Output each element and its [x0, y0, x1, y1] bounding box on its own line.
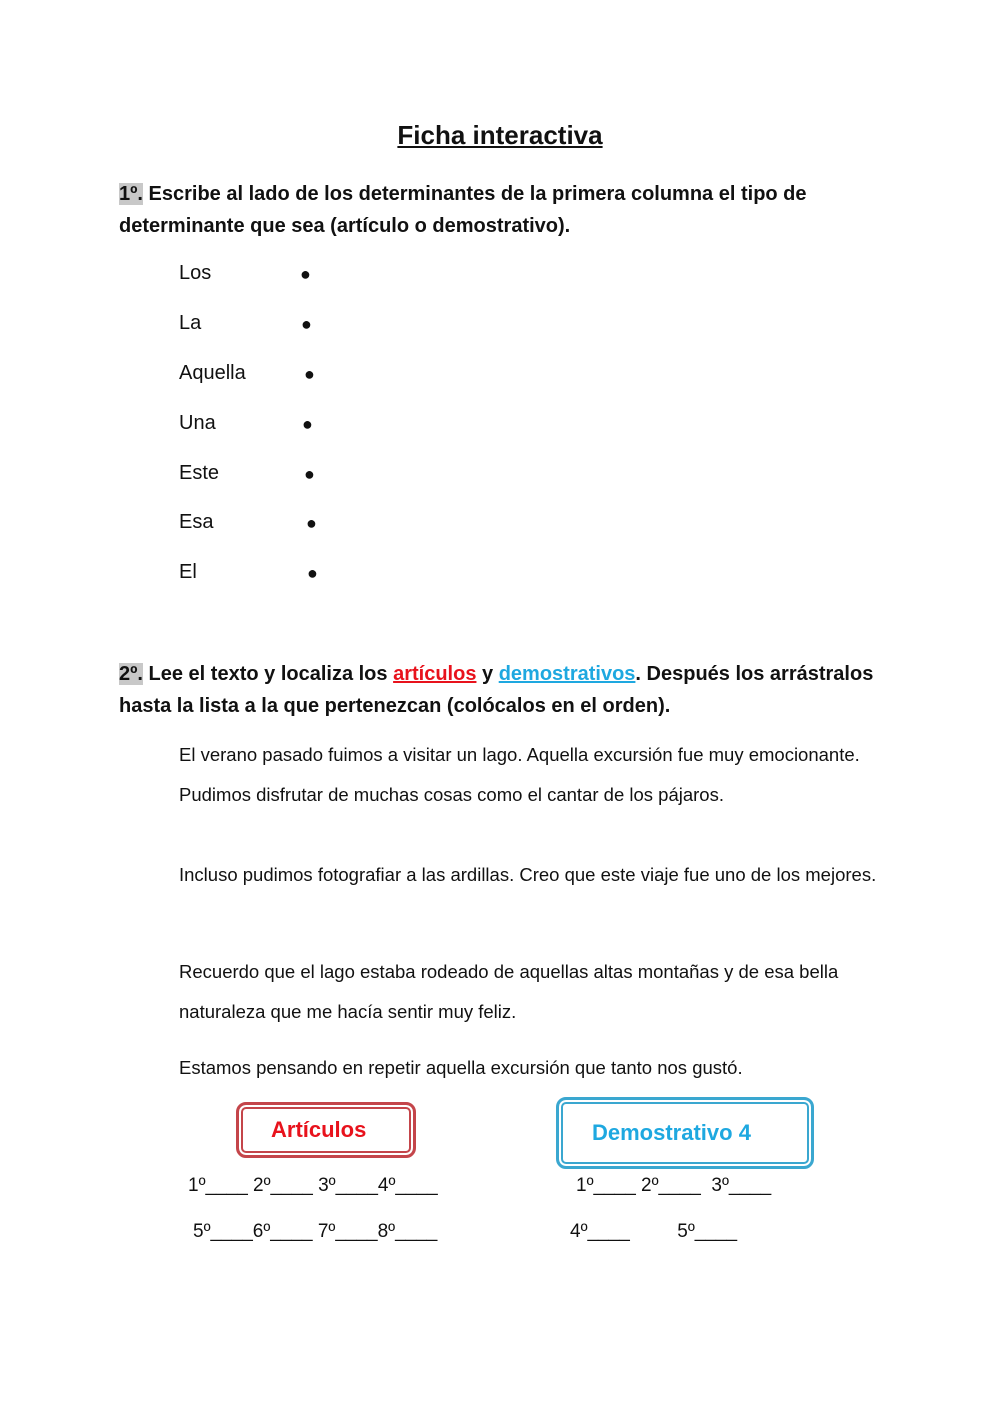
page-title: Ficha interactiva	[397, 120, 603, 150]
determiner-item: Este	[179, 462, 220, 484]
bullet-icon[interactable]: ●	[307, 563, 318, 583]
question-2-text: . Después los arrástralos hasta la lista a la que pertenezcan (colócalos en el orden).	[119, 663, 874, 717]
story-paragraph: El verano pasado fuimos a visitar un lago. Aquella excursión fue muy emocionante. Pudimos disfrutar de muchas cosas como el cantar de los pájaros.	[179, 744, 860, 805]
demostrativos-box-label: Demostrativo 4	[592, 1120, 751, 1145]
bullet-icon[interactable]: ●	[302, 414, 313, 434]
articulos-blanks-row[interactable]: 5º____6º____ 7º____8º____	[193, 1221, 438, 1242]
determiner-item: Una	[179, 412, 216, 434]
question-1	[119, 178, 879, 242]
story-paragraph: Incluso pudimos fotografiar a las ardillas. Creo que este viaje fue uno de los mejores.	[179, 864, 877, 885]
bullet-icon[interactable]: ●	[304, 364, 315, 384]
demostrativos-blanks-row[interactable]: 4º____ 5º____	[570, 1221, 738, 1242]
question-2-number: 2º.	[119, 663, 143, 685]
articulos-box[interactable]	[236, 1102, 416, 1158]
determiner-item: Aquella	[179, 362, 246, 384]
determiner-item: El	[179, 561, 197, 583]
bullet-icon[interactable]: ●	[301, 314, 312, 334]
articulos-box-label: Artículos	[271, 1117, 367, 1142]
demostrativos-blanks-row[interactable]: 1º____ 2º____ 3º____	[576, 1175, 772, 1196]
articulos-link: artículos	[393, 663, 477, 685]
question-2-text: y	[476, 663, 499, 685]
determiner-item: La	[179, 312, 202, 334]
story-paragraph: Recuerdo que el lago estaba rodeado de aquellas altas montañas y de esa bella naturaleza que me hacía sentir muy feliz.	[179, 961, 839, 1022]
question-1-number: 1º.	[119, 183, 143, 205]
determiner-item: Los	[179, 262, 212, 284]
story-paragraph: Estamos pensando en repetir aquella excursión que tanto nos gustó.	[179, 1057, 743, 1078]
bullet-icon[interactable]: ●	[300, 264, 311, 284]
demostrativos-link: demostrativos	[498, 663, 636, 685]
determiner-item: Esa	[179, 511, 214, 533]
question-1-text: Escribe al lado de los determinantes de la primera columna el tipo de determinante que sea (artículo o demostrativo).	[119, 183, 807, 237]
bullet-icon[interactable]: ●	[306, 513, 317, 533]
demostrativos-box[interactable]	[556, 1097, 814, 1169]
articulos-blanks-row[interactable]: 1º____ 2º____ 3º____4º____	[188, 1175, 438, 1196]
bullet-icon[interactable]: ●	[304, 464, 315, 484]
question-2	[119, 658, 879, 722]
question-2-text: Lee el texto y localiza los	[142, 663, 394, 685]
